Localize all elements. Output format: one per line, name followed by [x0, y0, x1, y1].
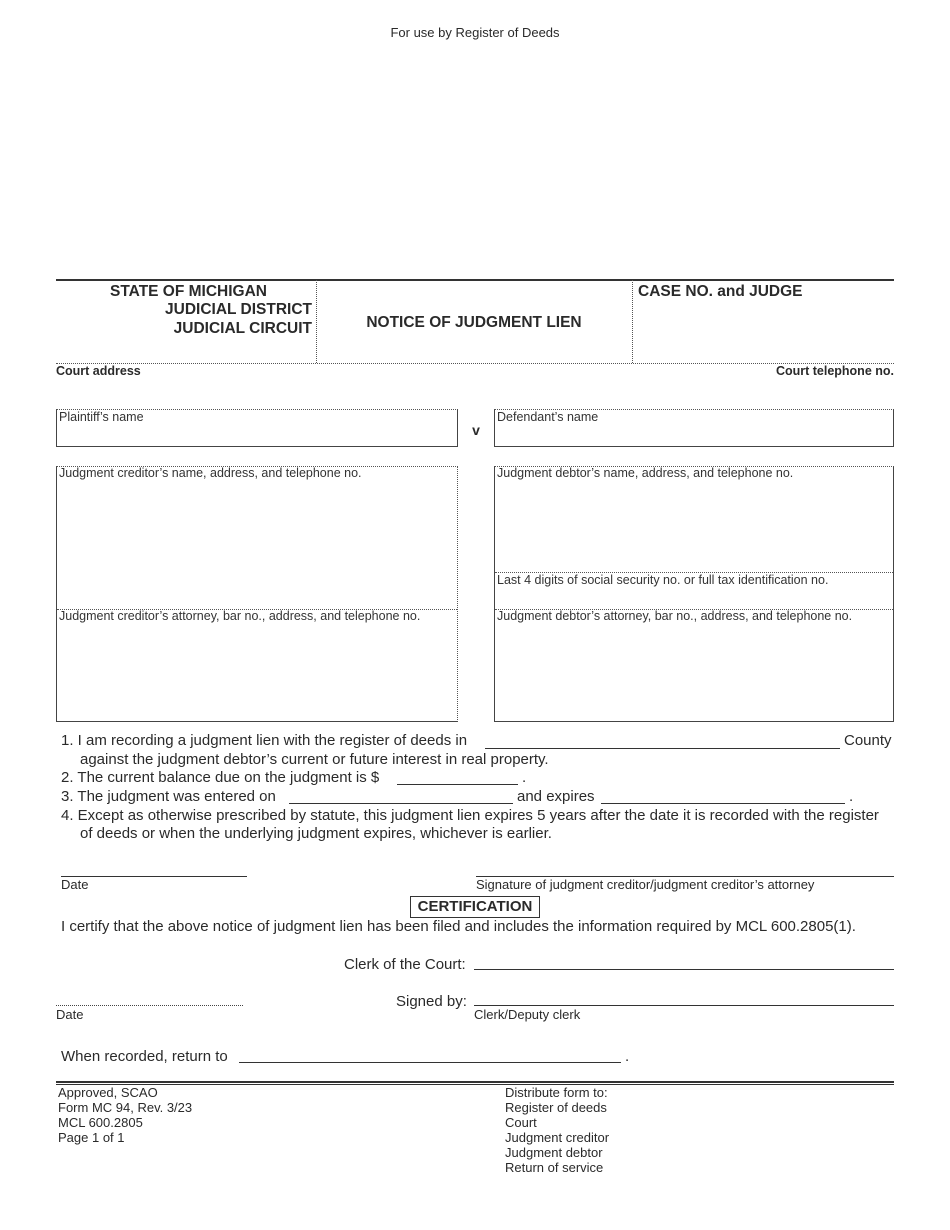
register-of-deeds-note: For use by Register of Deeds [390, 25, 560, 40]
expires-date-field[interactable] [601, 803, 845, 804]
distribute-item: Judgment debtor [505, 1145, 603, 1160]
item-4-text: 4. Except as otherwise prescribed by statute, this judgment lien expires 5 years after the date it is recorded with the register [61, 807, 879, 824]
item-1-continued: against the judgment debtor’s current or future interest in real property. [80, 751, 549, 768]
defendant-name-field[interactable] [494, 409, 894, 447]
item-3-period: . [849, 788, 854, 805]
clerk-field[interactable] [474, 969, 894, 970]
debtor-info-field[interactable] [495, 466, 893, 572]
form-title: NOTICE OF JUDGMENT LIEN [366, 314, 582, 331]
entered-date-field[interactable] [289, 803, 513, 804]
county-label: County [844, 732, 892, 749]
deputy-clerk-label: Clerk/Deputy clerk [474, 1007, 581, 1022]
balance-due-field[interactable] [397, 784, 518, 785]
signature-label: Signature of judgment creditor/judgment creditor’s attorney [476, 877, 815, 892]
certification-text: I certify that the above notice of judgment lien has been filed and includes the information required by MCL 600.2805(1). [61, 918, 856, 935]
footer-approved: Approved, SCAO [58, 1085, 158, 1100]
creditor-info-label: Judgment creditor’s name, address, and telephone no. [59, 466, 362, 480]
header-divider-right [632, 280, 633, 363]
district-label: JUDICIAL DISTRICT [165, 301, 312, 318]
versus-label: v [472, 422, 480, 438]
ssn-field[interactable] [495, 573, 893, 609]
distribute-title: Distribute form to: [505, 1085, 608, 1100]
item-1-text: 1. I am recording a judgment lien with the register of deeds in [61, 732, 468, 749]
certification-date-field[interactable] [56, 1005, 243, 1006]
signed-by-field[interactable] [474, 1005, 894, 1006]
distribute-item: Register of deeds [505, 1100, 607, 1115]
defendant-name-label: Defendant’s name [497, 410, 599, 424]
footer-mcl: MCL 600.2805 [58, 1115, 143, 1130]
footer-rule-top [56, 1081, 894, 1083]
return-to-period: . [625, 1048, 630, 1065]
debtor-info-label: Judgment debtor’s name, address, and telephone no. [497, 466, 794, 480]
distribute-item: Court [505, 1115, 537, 1130]
header-top-rule [56, 279, 894, 281]
item-3-text: 3. The judgment was entered on [61, 788, 276, 805]
item-2-text: 2. The current balance due on the judgment is $ [61, 769, 380, 786]
creditor-attorney-label: Judgment creditor’s attorney, bar no., address, and telephone no. [59, 609, 421, 623]
distribute-item: Judgment creditor [505, 1130, 610, 1145]
ssn-label: Last 4 digits of social security no. or full tax identification no. [497, 573, 829, 587]
footer-distribution [505, 1085, 609, 1175]
plaintiff-name-label: Plaintiff’s name [59, 410, 144, 424]
court-phone-label: Court telephone no. [775, 364, 894, 378]
county-field[interactable] [485, 748, 840, 749]
certification-date-label: Date [56, 1007, 84, 1022]
footer-page: Page 1 of 1 [58, 1130, 125, 1145]
certification-title: CERTIFICATION [410, 896, 540, 918]
state-label: STATE OF MICHIGAN [110, 283, 267, 300]
clerk-label: Clerk of the Court: [344, 956, 466, 973]
distribute-item: Return of service [505, 1160, 604, 1175]
creditor-info-field[interactable] [57, 466, 457, 609]
footer-left [58, 1085, 192, 1145]
signature-date-field[interactable] [61, 876, 247, 877]
court-address-label: Court address [56, 364, 141, 378]
return-to-label: When recorded, return to [61, 1048, 228, 1065]
signature-date-label: Date [61, 877, 89, 892]
item-3-expires-label: and expires [517, 788, 595, 805]
item-4-continued: of deeds or when the underlying judgment expires, whichever is earlier. [80, 825, 552, 842]
debtor-attorney-label: Judgment debtor’s attorney, bar no., address, and telephone no. [497, 609, 853, 623]
signed-by-label: Signed by: [396, 993, 467, 1010]
creditor-attorney-field[interactable] [57, 610, 457, 721]
case-no-label: CASE NO. and JUDGE [638, 283, 803, 300]
circuit-label: JUDICIAL CIRCUIT [173, 320, 312, 337]
return-to-field[interactable] [239, 1062, 621, 1063]
debtor-attorney-field[interactable] [495, 610, 893, 721]
footer-form-no: Form MC 94, Rev. 3/23 [58, 1100, 193, 1115]
item-2-period: . [522, 769, 527, 786]
plaintiff-name-field[interactable] [56, 409, 458, 447]
